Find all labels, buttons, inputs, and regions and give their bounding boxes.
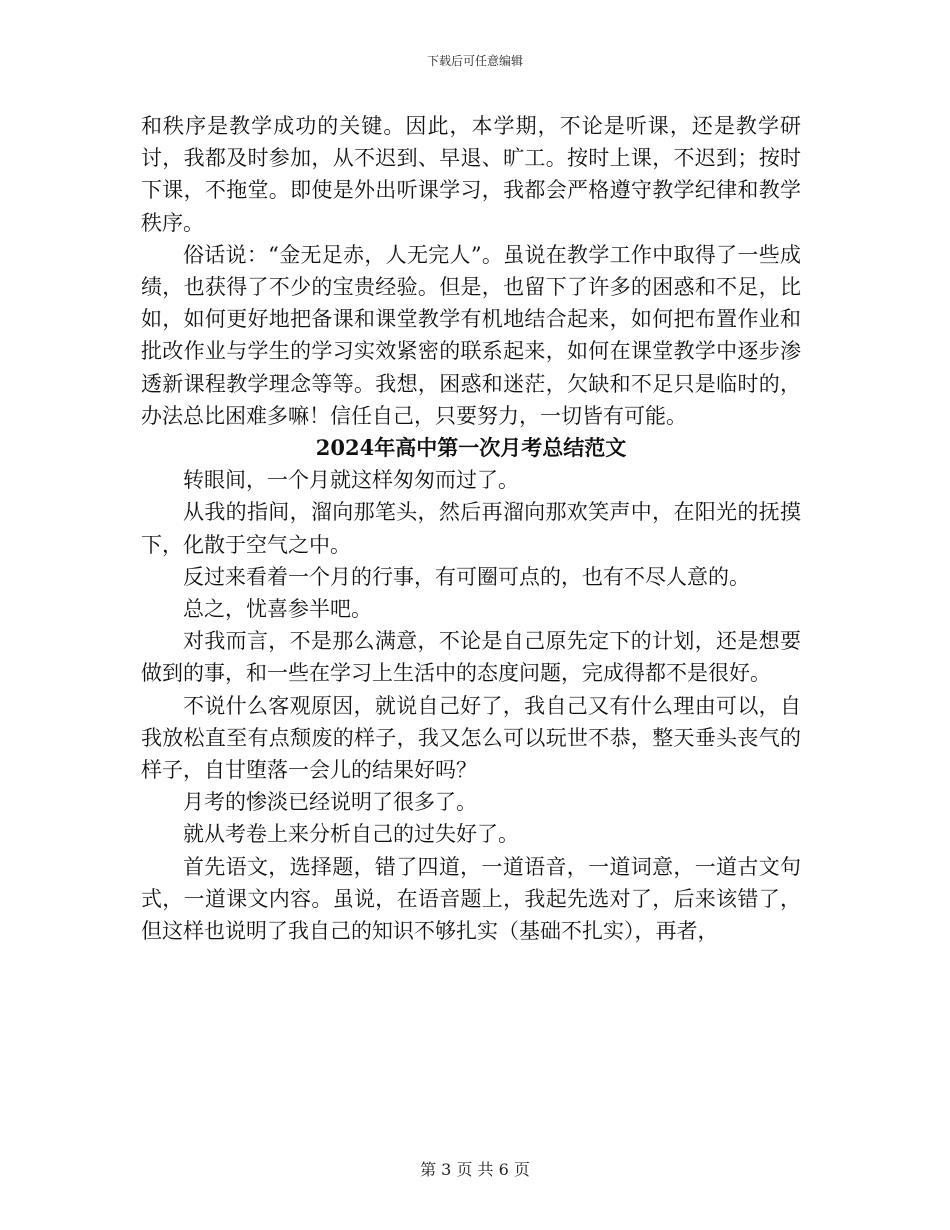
page-header: 下载后可任意编辑 — [426, 54, 523, 68]
paragraph-3: 反过来看着一个月的行事，有可圈可点的，也有不尽人意的。 — [183, 564, 750, 589]
paragraph-6: 不说什么客观原因，就说自己好了，我自己又有什么理由可以，自我放松直至有点颓废的样子，我又怎么可以玩世不恭，整天垂头丧气的样子，自甘堕落一会儿的结果好吗？ — [141, 693, 801, 783]
document-body — [141, 110, 801, 947]
paragraph-7: 月考的惨淡已经说明了很多了。 — [183, 790, 477, 815]
paragraph-9: 首先语文，选择题，错了四道，一道语音，一道词意，一道古文句式，一道课文内容。虽说，在语音题上，我起先选对了，后来该错了，但这样也说明了我自己的知识不够扎实（基础不扎实），再者， — [141, 854, 801, 944]
paragraph-5: 对我而言，不是那么满意，不论是自己原先定下的计划，还是想要做到的事，和一些在学习上生活中的态度问题，完成得都不是很好。 — [141, 629, 801, 686]
section-title: 2024年高中第一次月考总结范文 — [315, 435, 627, 461]
paragraph-continued: 和秩序是教学成功的关键。因此，本学期，不论是听课，还是教学研讨，我都及时参加，从不迟到、早退、旷工。按时上课，不迟到；按时下课，不拖堂。即使是外出听课学习，我都会严格遵守教学纪律和教学秩序。 — [141, 114, 801, 235]
paragraph-1: 转眼间，一个月就这样匆匆而过了。 — [183, 468, 519, 493]
page-number: 第 3 页 共 6 页 — [420, 1160, 530, 1179]
paragraph-8: 就从考卷上来分析自己的过失好了。 — [183, 822, 519, 847]
paragraph-proverb: 俗话说：“金无足赤，人无完人”。虽说在教学工作中取得了一些成绩，也获得了不少的宝贵经验。但是，也留下了许多的困惑和不足，比如，如何更好地把备课和课堂教学有机地结合起来，如何把布置作业和批改作业与学生的学习实效紧密的联系起来，如何在课堂教学中逐步渗透新课程教学理念等等。我想，困惑和迷茫，欠缺和不足只是临时的，办法总比困难多嘛！信任自己，只要努力，一切皆有可能。 — [141, 242, 801, 428]
paragraph-2: 从我的指间，溜向那笔头，然后再溜向那欢笑声中，在阳光的抚摸下，化散于空气之中。 — [141, 500, 801, 557]
paragraph-4: 总之，忧喜参半吧。 — [183, 597, 372, 622]
